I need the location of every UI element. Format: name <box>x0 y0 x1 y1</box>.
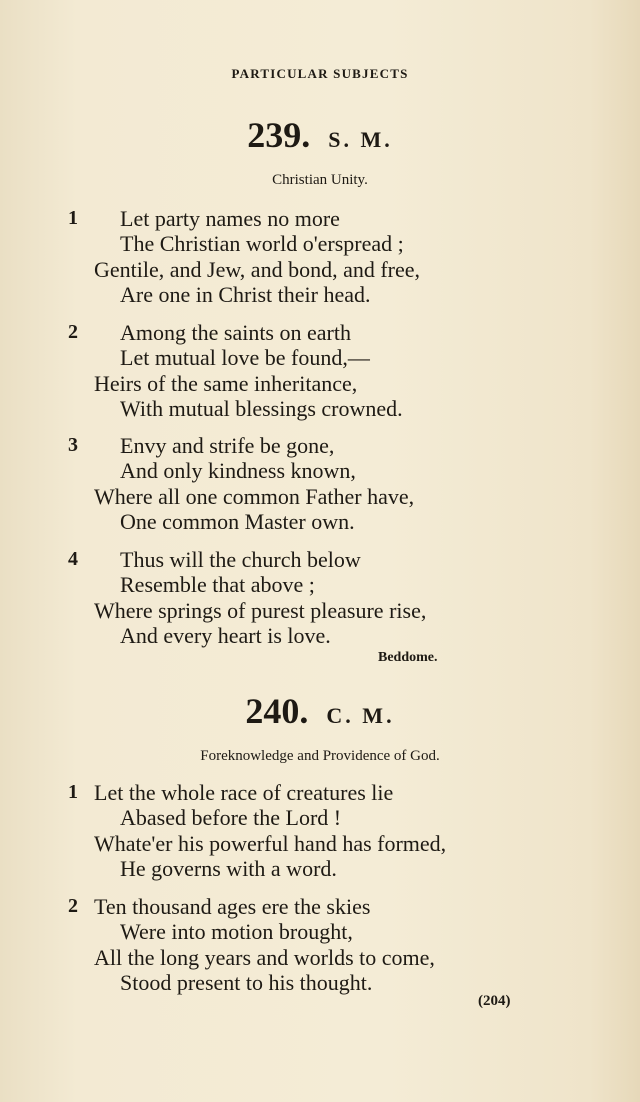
verse-line: With mutual blessings crowned. <box>120 396 403 421</box>
verse-line: Stood present to his thought. <box>120 970 373 995</box>
verse-line: Let the whole race of creatures lie <box>94 780 394 805</box>
hymn-240-heading <box>0 690 640 732</box>
verse-number: 3 <box>68 434 78 456</box>
hymn-title: Christian Unity. <box>272 172 368 188</box>
verse-line: All the long years and worlds to come, <box>94 945 435 970</box>
verse-line: Were into motion brought, <box>120 919 353 944</box>
verse-line: Heirs of the same inheritance, <box>94 371 358 396</box>
hymn-meter: C. M. <box>326 703 395 728</box>
hymn-239-heading <box>0 114 640 156</box>
verse-line: Whate'er his powerful hand has formed, <box>94 831 447 856</box>
verse-line: Resemble that above ; <box>120 572 315 597</box>
verse-line: Among the saints on earth <box>120 320 351 345</box>
verse-line: Where all one common Father have, <box>94 484 415 509</box>
hymn-meter: S. M. <box>328 127 393 152</box>
verse-line: Where springs of purest pleasure rise, <box>94 598 427 623</box>
verse-number: 4 <box>68 548 78 570</box>
verse-line: Let mutual love be found,— <box>120 345 370 370</box>
verse-line: Abased before the Lord ! <box>120 805 342 830</box>
hymn-number: 240. <box>245 691 309 731</box>
verse-number: 1 <box>68 781 78 803</box>
verse-line: And every heart is love. <box>120 623 331 648</box>
author-attribution: Beddome. <box>378 650 438 665</box>
verse-number: 2 <box>68 321 78 343</box>
verse-line: And only kindness known, <box>120 458 356 483</box>
page-number: (204) <box>478 993 511 1009</box>
verse-line: Thus will the church below <box>120 547 361 572</box>
running-head: PARTICULAR SUBJECTS <box>231 66 409 81</box>
verse-line: Envy and strife be gone, <box>120 433 335 458</box>
verse-line: Gentile, and Jew, and bond, and free, <box>94 257 421 282</box>
verse-line: Are one in Christ their head. <box>120 282 371 307</box>
verse-line: The Christian world o'erspread ; <box>120 231 404 256</box>
verse-line: Ten thousand ages ere the skies <box>94 894 371 919</box>
verse-line: One common Master own. <box>120 509 355 534</box>
verse-line: Let party names no more <box>120 206 340 231</box>
hymn-number: 239. <box>247 115 311 155</box>
verse-line: He governs with a word. <box>120 856 337 881</box>
hymn-title: Foreknowledge and Providence of God. <box>200 748 440 764</box>
verse-number: 2 <box>68 895 78 917</box>
verse-number: 1 <box>68 207 78 229</box>
